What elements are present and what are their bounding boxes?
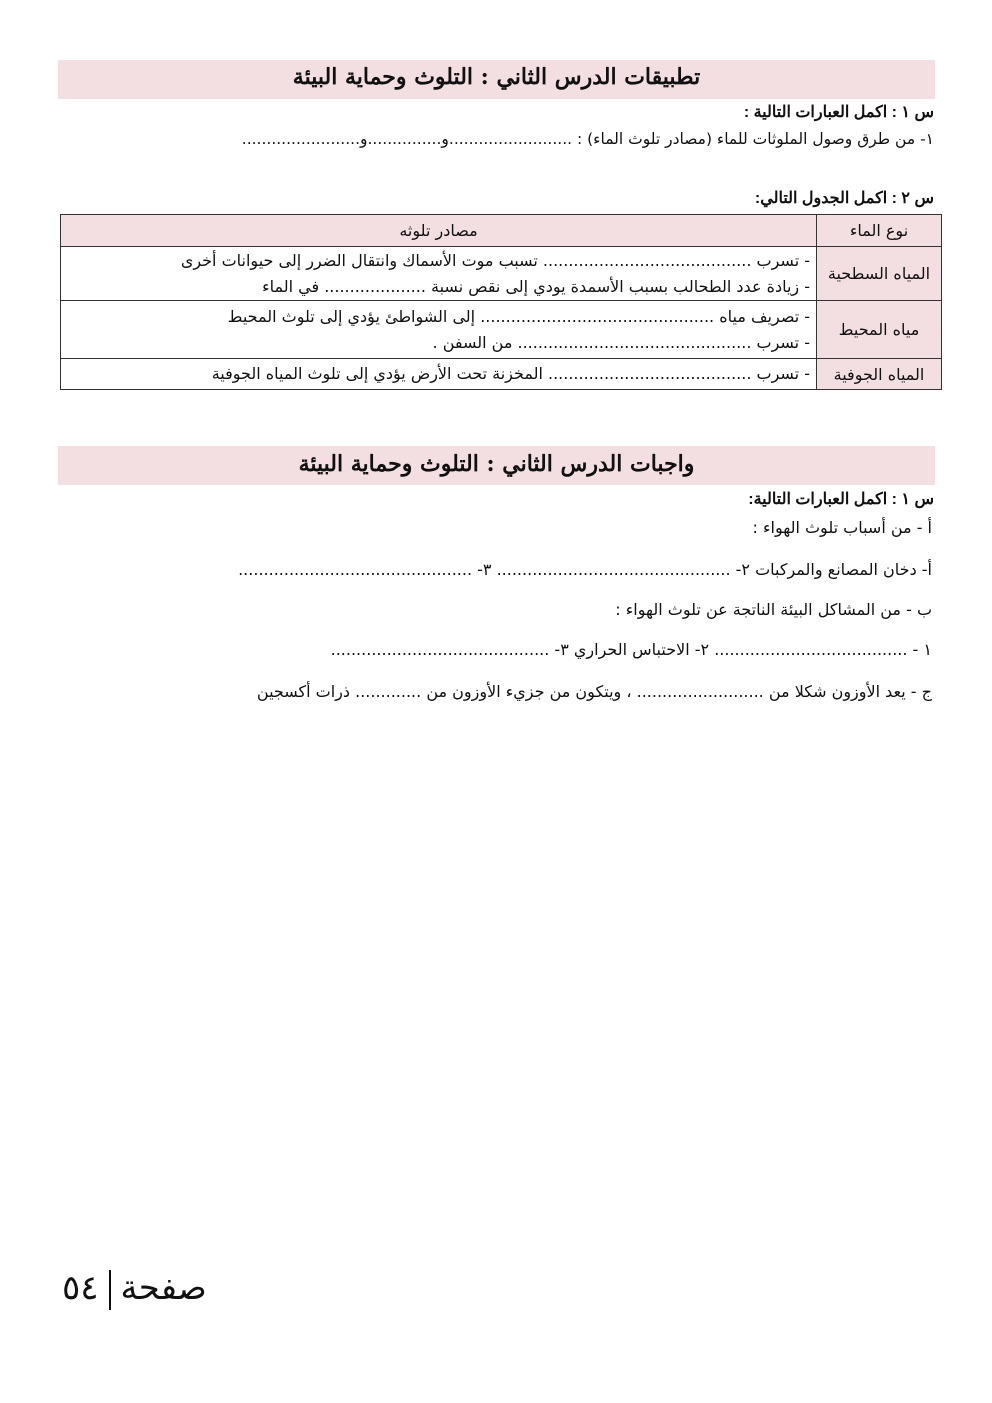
table-row [61,359,942,390]
q1-heading: س ١ : اكمل العبارات التالية : [743,104,934,121]
source-line: - تسرب .............................................. من السفن . [432,332,810,352]
cell-sources [61,301,817,359]
cell-water-type: المياه الجوفية [817,359,942,390]
source-line: - زيادة عدد الطحالب بسبب الأسمدة يودي إلى نقص نسبة .................... في الماء [262,276,810,296]
hw-b-label: ب - من المشاكل البيئة الناتجة عن تلوث الهواء : [615,600,932,619]
cell-water-type: مياه المحيط [817,301,942,359]
section1-title: تطبيقات الدرس الثاني : التلوث وحماية البيئة [58,60,935,99]
header-pollution-sources: مصادر تلوثه [61,215,817,247]
table-header-row [61,215,942,247]
hw-a-items: أ- دخان المصانع والمركبات ٢- .............................................. ٣- .............................................. [238,560,932,579]
page-footer [62,1268,207,1310]
table-row [61,301,942,359]
pollution-sources-table [60,214,942,390]
source-line: - تصريف مياه .............................................. إلى الشواطئ يؤدي إلى تلوث المحيط [227,306,810,326]
footer-divider [109,1270,111,1310]
cell-sources [61,247,817,301]
source-line: - تسرب ......................................... تسبب موت الأسماك وانتقال الضرر إلى حيوانات أخرى [180,250,810,270]
header-water-type: نوع الماء [817,215,942,247]
page-label: صفحة [120,1268,207,1308]
cell-sources [61,359,817,390]
section2-title: واجبات الدرس الثاني : التلوث وحماية البيئة [58,446,935,485]
q2-heading: س ٢ : اكمل الجدول التالي: [754,190,934,207]
table-row [61,247,942,301]
hw-a-label: أ - من أسباب تلوث الهواء : [752,518,932,537]
source-line: - تسرب ........................................ المخزنة تحت الأرض يؤدي إلى تلوث المياه الجوفية [211,364,810,383]
q1-item-1: ١- من طرق وصول الملوثات للماء (مصادر تلوث الماء) : .........................و...............و........................ [241,130,934,148]
hw-b-items: ١ - ...................................... ٢- الاحتباس الحراري ٣- ........................................... [330,640,932,659]
cell-water-type: المياه السطحية [817,247,942,301]
page-number: ٥٤ [62,1268,99,1308]
hw-c-item: ج - يعد الأوزون شكلا من ......................... ، ويتكون من جزيء الأوزون من ............. ذرات أكسجين [256,682,932,701]
hw-q1-heading: س ١ : اكمل العبارات التالية: [748,491,934,508]
